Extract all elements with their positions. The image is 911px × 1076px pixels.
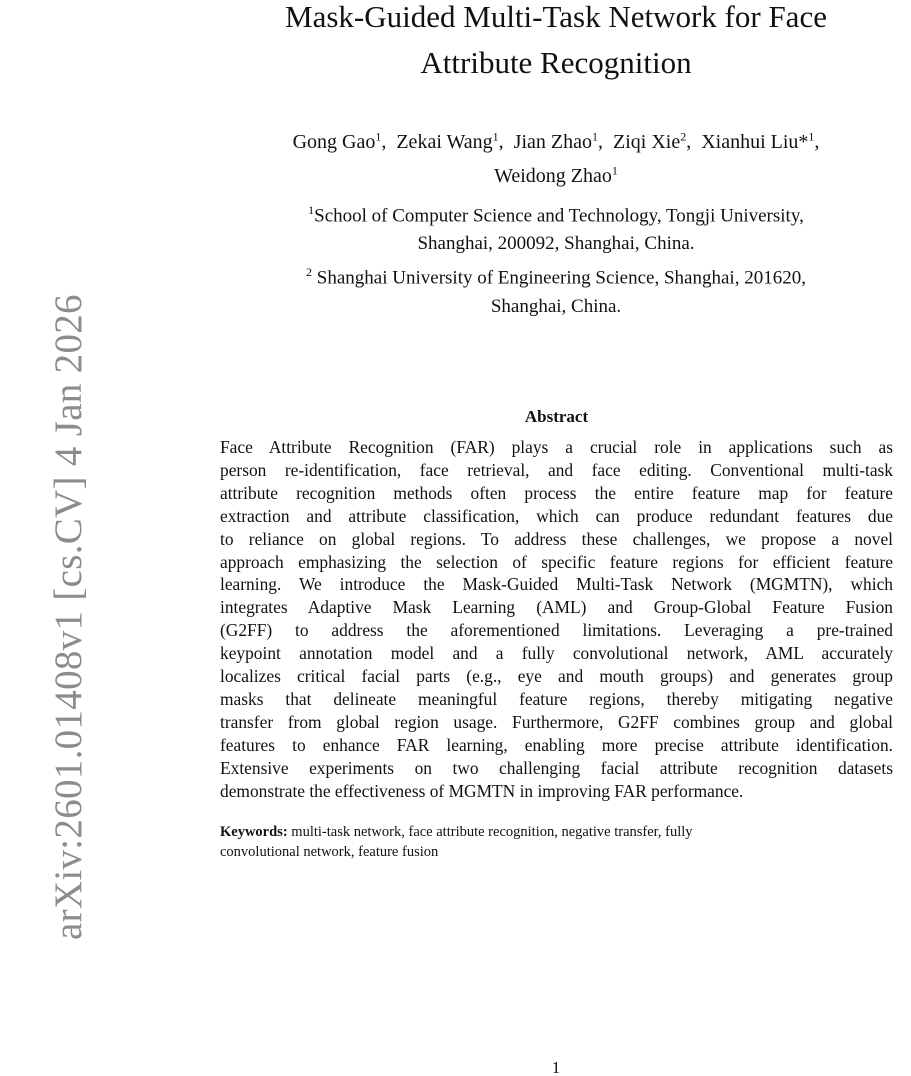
paper-title bbox=[180, 0, 911, 86]
abstract-line: (G2FF) to address the aforementioned limitations. Leveraging a pre-trained bbox=[220, 620, 893, 641]
abstract-line: integrates Adaptive Mask Learning (AML) and Group-Global Feature Fusion bbox=[220, 597, 893, 618]
affiliation: $^2$ Shanghai University of Engineering Science, Shanghai, 201620, bbox=[306, 265, 806, 289]
abstract-line: person re-identification, face retrieval, and face editing. Conventional multi-task bbox=[220, 459, 893, 480]
affiliations bbox=[180, 196, 911, 321]
keywords bbox=[220, 822, 880, 862]
author: Xianhui Liu*$^1$ bbox=[701, 129, 815, 153]
abstract-line: masks that delineate meaningful feature regions, thereby mitigating negative bbox=[220, 688, 893, 709]
abstract-line: localizes critical facial parts (e.g., eye and mouth groups) and generates group bbox=[220, 666, 893, 687]
affiliation: $^1$School of Computer Science and Technology, Tongji University, bbox=[308, 203, 804, 227]
keywords-label: Keywords: bbox=[220, 824, 288, 840]
abstract-body bbox=[220, 436, 893, 803]
abstract-line: Face Attribute Recognition (FAR) plays a crucial role in applications such as bbox=[220, 437, 893, 457]
title-line: Mask-Guided Multi-Task Network for Face bbox=[285, 0, 827, 34]
abstract-line: features to enhance FAR learning, enabling more precise attribute identification. bbox=[220, 734, 893, 755]
abstract-line: Extensive experiments on two challenging facial attribute recognition datasets bbox=[220, 757, 893, 778]
abstract-line: learning. We introduce the Mask-Guided Multi-Task Network (MGMTN), which bbox=[220, 574, 893, 595]
page-number: 1 bbox=[551, 1058, 561, 1076]
author: Weidong Zhao$^1$ bbox=[494, 163, 618, 188]
affiliation-line: Shanghai, 200092, Shanghai, China. bbox=[417, 233, 695, 255]
keywords-text: convolutional network, feature fusion bbox=[220, 844, 439, 860]
title-line: Attribute Recognition bbox=[420, 45, 692, 80]
author: Gong Gao$^1$ bbox=[292, 129, 382, 153]
affiliation-line: Shanghai, China. bbox=[490, 295, 622, 317]
author: Ziqi Xie$^2$ bbox=[612, 129, 687, 153]
abstract-heading: Abstract bbox=[524, 407, 589, 426]
arxiv-stamp: arXiv:2601.01408v1 [cs.CV] 4 Jan 2026 bbox=[47, 294, 90, 940]
abstract-line: keypoint annotation model and a fully convolutional network, AML accurately bbox=[220, 643, 893, 664]
keywords-text: multi-task network, face attribute recognition, negative transfer, fully bbox=[287, 824, 693, 840]
abstract-line: demonstrate the effectiveness of MGMTN in improving FAR performance. bbox=[220, 780, 744, 801]
abstract-line: transfer from global region usage. Furthermore, G2FF combines group and global bbox=[220, 711, 893, 732]
abstract-line: approach emphasizing the selection of specific feature regions for efficient feature bbox=[220, 551, 893, 572]
abstract-line: to reliance on global regions. To address these challenges, we propose a novel bbox=[220, 528, 893, 549]
author-list: Gong Gao$^1$, Zekai Wang$^1$, Jian Zhao$^1$, Ziqi Xie$^2$, Xianhui Liu*$^1$, Weidong Zhao$^1$ bbox=[292, 129, 820, 188]
abstract-line: extraction and attribute classification, which can produce redundant features due bbox=[220, 505, 893, 526]
author: Zekai Wang$^1$ bbox=[396, 129, 499, 153]
abstract-line: attribute recognition methods often process the entire feature map for feature bbox=[220, 482, 893, 503]
author: Jian Zhao$^1$ bbox=[513, 129, 598, 153]
